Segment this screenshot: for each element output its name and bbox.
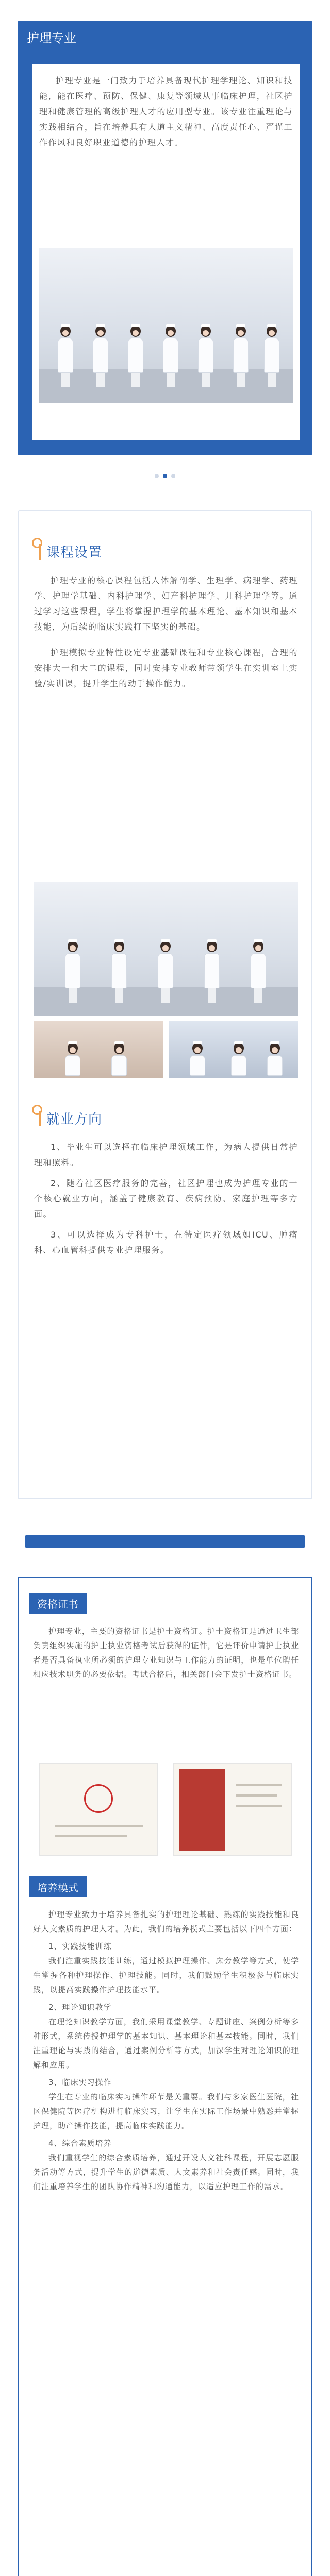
course-heading-text: 课程设置 — [46, 545, 103, 561]
training-block-text: 我们重视学生的综合素质培养，通过开设人文社科课程，开展志愿服务活动等方式，提升学生的道德素质、人文素养和社会责任感。同时，我们注重培养学生的团队协作精神和沟通能力，以适应护理工作的需求。 — [33, 2153, 299, 2191]
certificate-image-left — [39, 1763, 158, 1856]
certificate-tag: 资格证书 — [29, 1593, 87, 1614]
training-photo-left — [34, 1021, 163, 1078]
training-block-title: 4、综合素质培养 — [48, 2139, 112, 2148]
ring-icon — [32, 1105, 42, 1115]
training-block-text: 学生在专业的临床实习操作环节是关重要。我们与多家医生医院，社区保健院等医疗机构进行临床实习，让学生在实际工作场景中熟悉并掌握护理，助产操作技能，提高临床实践能力。 — [33, 2092, 299, 2130]
course-paragraph-2: 护理模拟专业特性设定专业基础课程和专业核心课程，合理的安排大一和大二的课程，同时安排专业教师带领学生在实训室上实验/实训课，提升学生的动手操作能力。 — [34, 648, 298, 688]
course-card — [18, 510, 312, 1499]
certificate-image-right — [173, 1763, 292, 1856]
employment-item: 2、随着社区医疗服务的完善，社区护理也成为护理专业的一个核心就业方向，涵盖了健康教育、疾病预防、家庭护理等多方面。 — [34, 1178, 298, 1219]
training-block-title: 3、临床实习操作 — [48, 2078, 112, 2087]
employment-list — [34, 1140, 298, 1258]
employment-item: 1、毕业生可以选择在临床护理领域工作，为病人提供日常护理和照料。 — [34, 1142, 298, 1167]
intro-card-header — [18, 21, 312, 53]
intro-card — [18, 21, 312, 455]
certificate-paragraph: 护理专业，主要的资格证书是护士资格证。护士资格证是通过卫生部负责组织实施的护士执业资格考试后获得的证件，它是评价申请护士执业者是否具备执业所必须的护理专业知识与工作能力的证明，也是单位聘任相应技术职务的必要依据。考试合格后，相关部门会下发护士资格证书。 — [33, 1626, 299, 1679]
employment-heading-text: 就业方向 — [46, 1112, 103, 1127]
detail-panel — [18, 1577, 312, 2576]
divider-strip — [25, 1535, 305, 1548]
course-text — [34, 573, 298, 691]
training-photo-large — [34, 882, 298, 1016]
training-photo-right — [169, 1021, 298, 1078]
training-text-block — [33, 1907, 299, 2194]
intro-card-body — [32, 64, 300, 440]
course-paragraph-1: 护理专业的核心课程包括人体解剖学、生理学、病理学、药理学、护理学基础、内科护理学、妇产科护理学、儿科护理学等。通过学习这些课程，学生将掌握护理学的基本理论、基本知识和基本技能，为后续的临床实践打下坚实的基础。 — [34, 575, 298, 632]
employment-item: 3、可以选择成为专科护士，在特定医疗领域如ICU、肿瘤科、心血管科提供专业护理服务。 — [34, 1230, 298, 1255]
nurse-group-photo — [39, 248, 293, 403]
carousel-dots — [0, 474, 330, 478]
certificate-text-block — [33, 1624, 299, 1682]
carousel-dot[interactable] — [155, 474, 159, 478]
training-block-text: 我们注重实践技能训练，通过模拟护理操作、床旁教学等方式，使学生掌握各种护理操作、护理技能。同时，我们鼓励学生积极参与临床实践，以提高实践操作护理技能水平。 — [33, 1956, 299, 1994]
intro-paragraph: 护理专业是一门致力于培养具备现代护理学理论、知识和技能，能在医疗、预防、保健、康复等领域从事临床护理，社区护理和健康管理的高级护理人才的应用型专业。该专业注重理论与实践相结合，旨在培养具有人道主义精神、高度责任心、严谨工作作风和良好职业道德的护理人才。 — [39, 76, 293, 147]
training-tag: 培养模式 — [29, 1876, 87, 1897]
carousel-dot[interactable] — [171, 474, 175, 478]
training-block-title: 1、实践技能训练 — [48, 1942, 112, 1951]
training-intro: 护理专业致力于培养具备扎实的护理理论基础、熟练的实践技能和良好人文素质的护理人才。为此，我们的培养模式主要包括以下四个方面： — [33, 1910, 299, 1934]
ring-icon — [32, 538, 42, 548]
employment-heading — [39, 1109, 102, 1128]
carousel-dot-active[interactable] — [163, 474, 167, 478]
training-block-text: 在理论知识教学方面，我们采用课堂教学、专题讲座、案例分析等多种形式，系统传授护理学的基本知识、基本理论和基本技能。同时，我们注重理论与实践的结合，通过案例分析等方式，加深学生对理论知识的理解和应用。 — [33, 2017, 299, 2070]
training-block-title: 2、理论知识教学 — [48, 2003, 112, 2012]
intro-title: 护理专业 — [27, 30, 76, 45]
course-heading — [39, 542, 102, 561]
